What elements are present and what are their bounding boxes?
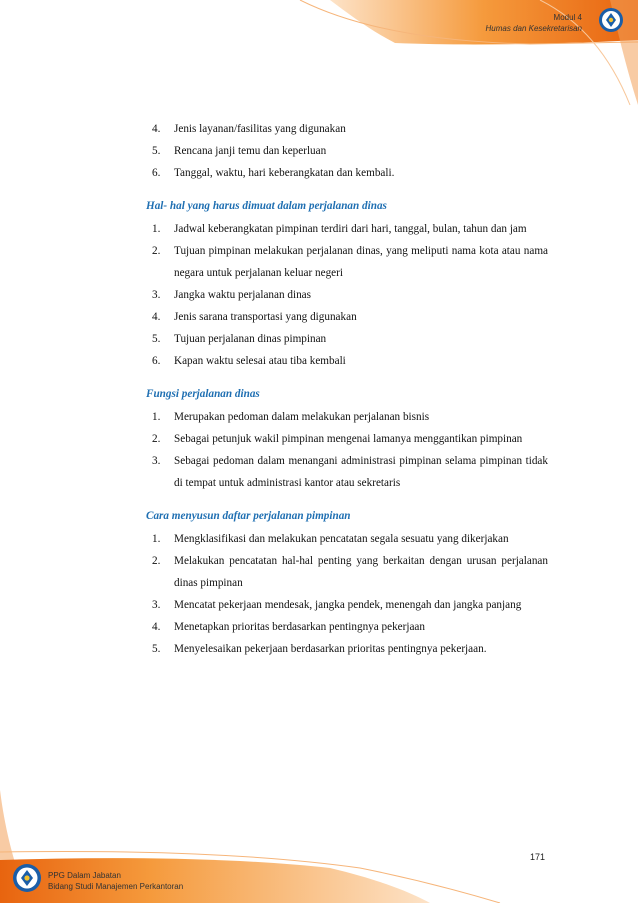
list-item bbox=[146, 218, 548, 240]
list-item-number: 1. bbox=[152, 411, 161, 423]
list-item-text: Jadwal keberangkatan pimpinan terdiri dari hari, tanggal, bulan, tahun dan jam bbox=[174, 223, 527, 235]
list-item-number: 4. bbox=[152, 621, 161, 633]
continued-numbered-list bbox=[146, 118, 548, 184]
list-item-number: 3. bbox=[152, 289, 161, 301]
list-item-text: Sebagai pedoman dalam menangani administrasi pimpinan selama pimpinan tidak di tempat untuk administrasi kantor atau sekretaris bbox=[174, 455, 548, 489]
list-item-number: 5. bbox=[152, 145, 161, 157]
list-item-text: Tanggal, waktu, hari keberangkatan dan kembali. bbox=[174, 167, 395, 179]
header-module-label: Modul 4 bbox=[553, 13, 582, 22]
header-module-info bbox=[486, 12, 583, 34]
list-item-text: Jenis layanan/fasilitas yang digunakan bbox=[174, 123, 346, 135]
list-item-text: Menetapkan prioritas berdasarkan pentingnya pekerjaan bbox=[174, 621, 425, 633]
list-item-text: Menyelesaikan pekerjaan berdasarkan prioritas pentingnya pekerjaan. bbox=[174, 643, 487, 655]
list-item bbox=[146, 118, 548, 140]
document-body bbox=[146, 118, 548, 674]
list-item-number: 6. bbox=[152, 355, 161, 367]
list-item bbox=[146, 428, 548, 450]
list-item-text: Jenis sarana transportasi yang digunakan bbox=[174, 311, 357, 323]
list-item-text: Tujuan perjalanan dinas pimpinan bbox=[174, 333, 327, 345]
list-item-text: Mengklasifikasi dan melakukan pencatatan segala sesuatu yang dikerjakan bbox=[174, 533, 509, 545]
ministry-logo-icon bbox=[12, 863, 42, 893]
list-item bbox=[146, 528, 548, 550]
numbered-list bbox=[146, 406, 548, 494]
list-item-number: 4. bbox=[152, 311, 161, 323]
list-item-number: 6. bbox=[152, 167, 161, 179]
list-item-number: 1. bbox=[152, 223, 161, 235]
list-item bbox=[146, 406, 548, 428]
list-item-text: Jangka waktu perjalanan dinas bbox=[174, 289, 311, 301]
list-item-text: Sebagai petunjuk wakil pimpinan mengenai lamanya menggantikan pimpinan bbox=[174, 433, 523, 445]
list-item-text: Tujuan pimpinan melakukan perjalanan dinas, yang meliputi nama kota atau nama negara untuk perjalanan keluar negeri bbox=[174, 245, 548, 279]
section-cara-menyusun-daftar bbox=[146, 508, 548, 660]
header-module-subtitle: Humas dan Kesekretarisan bbox=[485, 24, 582, 33]
footer-program-line: PPG Dalam Jabatan bbox=[48, 871, 121, 880]
section-heading: Cara menyusun daftar perjalanan pimpinan bbox=[146, 510, 351, 522]
numbered-list bbox=[146, 218, 548, 372]
list-item-text: Kapan waktu selesai atau tiba kembali bbox=[174, 355, 346, 367]
list-item bbox=[146, 328, 548, 350]
section-heading: Hal- hal yang harus dimuat dalam perjalanan dinas bbox=[146, 200, 387, 212]
list-item bbox=[146, 550, 548, 594]
ministry-logo-icon bbox=[598, 7, 624, 33]
list-item-number: 3. bbox=[152, 455, 161, 467]
list-item bbox=[146, 306, 548, 328]
list-item bbox=[146, 162, 548, 184]
footer-program-info bbox=[48, 870, 183, 892]
list-item-text: Mencatat pekerjaan mendesak, jangka pendek, menengah dan jangka panjang bbox=[174, 599, 522, 611]
numbered-list bbox=[146, 528, 548, 660]
list-item-text: Merupakan pedoman dalam melakukan perjalanan bisnis bbox=[174, 411, 430, 423]
continued-list-section bbox=[146, 118, 548, 184]
list-item bbox=[146, 140, 548, 162]
list-item-number: 2. bbox=[152, 433, 161, 445]
list-item bbox=[146, 594, 548, 616]
list-item-number: 1. bbox=[152, 533, 161, 545]
list-item bbox=[146, 450, 548, 494]
section-heading: Fungsi perjalanan dinas bbox=[146, 388, 260, 400]
list-item-text: Rencana janji temu dan keperluan bbox=[174, 145, 327, 157]
list-item-text: Melakukan pencatatan hal-hal penting yang berkaitan dengan urusan perjalanan dinas pimpinan bbox=[174, 555, 548, 589]
list-item bbox=[146, 284, 548, 306]
list-item-number: 4. bbox=[152, 123, 161, 135]
list-item-number: 5. bbox=[152, 643, 161, 655]
list-item-number: 2. bbox=[152, 245, 161, 257]
footer-field-line: Bidang Studi Manajemen Perkantoran bbox=[48, 882, 184, 891]
list-item-number: 5. bbox=[152, 333, 161, 345]
page-number: 171 bbox=[530, 852, 546, 862]
list-item bbox=[146, 350, 548, 372]
list-item-number: 2. bbox=[152, 555, 161, 567]
section-isi-perjalanan-dinas bbox=[146, 198, 548, 372]
list-item-number: 3. bbox=[152, 599, 161, 611]
list-item bbox=[146, 638, 548, 660]
list-item bbox=[146, 240, 548, 284]
list-item bbox=[146, 616, 548, 638]
section-fungsi-perjalanan-dinas bbox=[146, 386, 548, 494]
